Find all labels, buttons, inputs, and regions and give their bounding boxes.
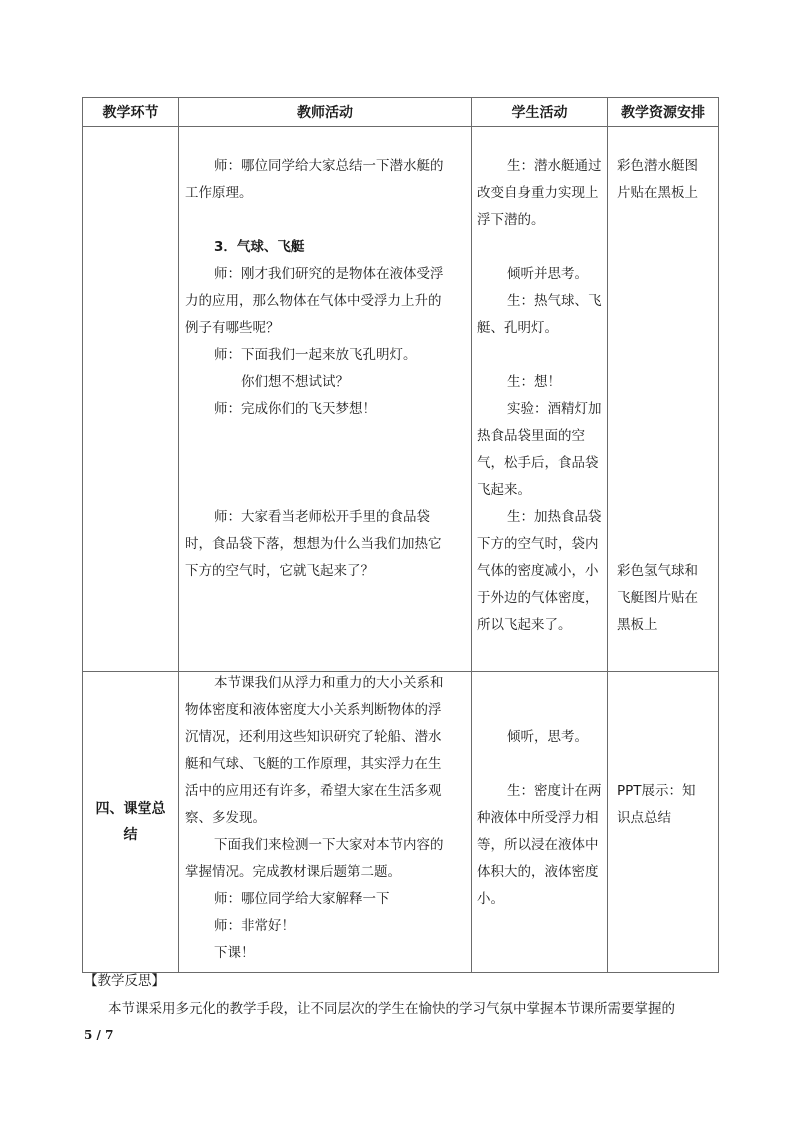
section-heading: 3．气球、飞艇 [214,239,305,255]
teacher-line: 师：非常好！ [214,918,295,934]
teacher-line: 力的应用，那么物体在气体中受浮力上升的 [185,293,442,309]
student-line: 改变自身重力实现上 [477,185,599,201]
resource-line: 飞艇图片贴在 [617,590,698,606]
page-number: 5 / 7 [84,1028,114,1042]
student-line: 生：热气球、飞 [507,293,602,309]
teacher-line: 师：刚才我们研究的是物体在液体受浮 [214,266,444,282]
stage-title-line-2: 结 [123,827,138,843]
table-row-1 [83,127,719,672]
stage-cell-2 [83,672,179,973]
student-cell-2 [472,672,608,973]
teacher-line: 下课！ [214,945,255,961]
teacher-line: 物体密度和液体密度大小关系判断物体的浮 [185,702,442,718]
reflection-text: 本节课采用多元化的教学手段，让不同层次的学生在愉快的学习气氛中掌握本节课所需要掌握的 [108,1001,675,1017]
header-resource: 教学资源安排 [608,98,719,127]
teacher-line: 师：大家看当老师松开手里的食品袋 [214,509,430,525]
resource-line: 识点总结 [617,810,671,826]
stage-cell-1 [83,127,179,672]
student-line: 热食品袋里面的空 [477,428,585,444]
student-line: 艇、孔明灯。 [477,320,558,336]
teacher-cell-1 [179,127,472,672]
teacher-line: 例子有哪些呢？ [185,320,280,336]
teacher-line: 时，食品袋下落，想想为什么当我们加热它 [185,536,442,552]
student-line: 下方的空气时，袋内 [477,536,599,552]
reflection-title: 【教学反思】 [84,973,165,989]
teacher-line: 你们想不想试试？ [241,374,349,390]
lesson-table [82,97,719,973]
header-stage: 教学环节 [83,98,179,127]
teacher-line: 艇和气球、飞艇的工作原理，其实浮力在生 [185,756,442,772]
student-line: 倾听，思考。 [507,729,588,745]
stage-title [83,796,178,848]
stage-title-line-1: 四、课堂总 [95,801,166,817]
resource-line: 片贴在黑板上 [617,185,698,201]
student-line: 于外边的气体密度， [477,590,599,606]
teacher-line: 师：下面我们一起来放飞孔明灯。 [214,347,417,363]
resource-cell-2 [608,672,719,973]
teacher-line: 工作原理。 [185,185,253,201]
student-line: 飞起来。 [477,482,531,498]
teacher-line: 掌握情况。完成教材课后题第二题。 [185,864,401,880]
header-teacher: 教师活动 [179,98,472,127]
student-line: 生：密度计在两 [507,783,602,799]
teacher-line: 活中的应用还有许多，希望大家在生活多观 [185,783,442,799]
student-line: 所以飞起来了。 [477,617,572,633]
teacher-line: 下方的空气时，它就飞起来了？ [185,563,374,579]
table-row-2 [83,672,719,973]
teacher-line: 本节课我们从浮力和重力的大小关系和 [214,675,444,691]
teacher-line: 师：完成你们的飞天梦想！ [214,401,376,417]
teacher-line: 下面我们来检测一下大家对本节内容的 [214,837,444,853]
student-line: 体积大的，液体密度 [477,864,599,880]
student-line: 生：想！ [507,374,561,390]
student-cell-1 [472,127,608,672]
teacher-line: 师：哪位同学给大家总结一下潜水艇的 [214,158,444,174]
header-student: 学生活动 [472,98,608,127]
teacher-cell-2 [179,672,472,973]
student-line: 气体的密度减小，小 [477,563,599,579]
teacher-line: 师：哪位同学给大家解释一下 [214,891,390,907]
student-line: 实验：酒精灯加 [507,401,602,417]
resource-line: PPT展示：知 [617,783,696,799]
resource-line: 彩色潜水艇图 [617,158,698,174]
student-line: 生：潜水艇通过 [507,158,602,174]
student-line: 气，松手后，食品袋 [477,455,599,471]
resource-line: 黑板上 [617,617,658,633]
resource-line: 彩色氢气球和 [617,563,698,579]
teacher-line: 察、多发现。 [185,810,266,826]
student-line: 种液体中所受浮力相 [477,810,599,826]
resource-cell-1 [608,127,719,672]
student-line: 等，所以浸在液体中 [477,837,599,853]
teacher-line: 沉情况，还利用这些知识研究了轮船、潜水 [185,729,442,745]
student-line: 生：加热食品袋 [507,509,602,525]
student-line: 倾听并思考。 [507,266,588,282]
student-line: 浮下潜的。 [477,212,545,228]
header-row [83,98,719,127]
student-line: 小。 [477,891,504,907]
